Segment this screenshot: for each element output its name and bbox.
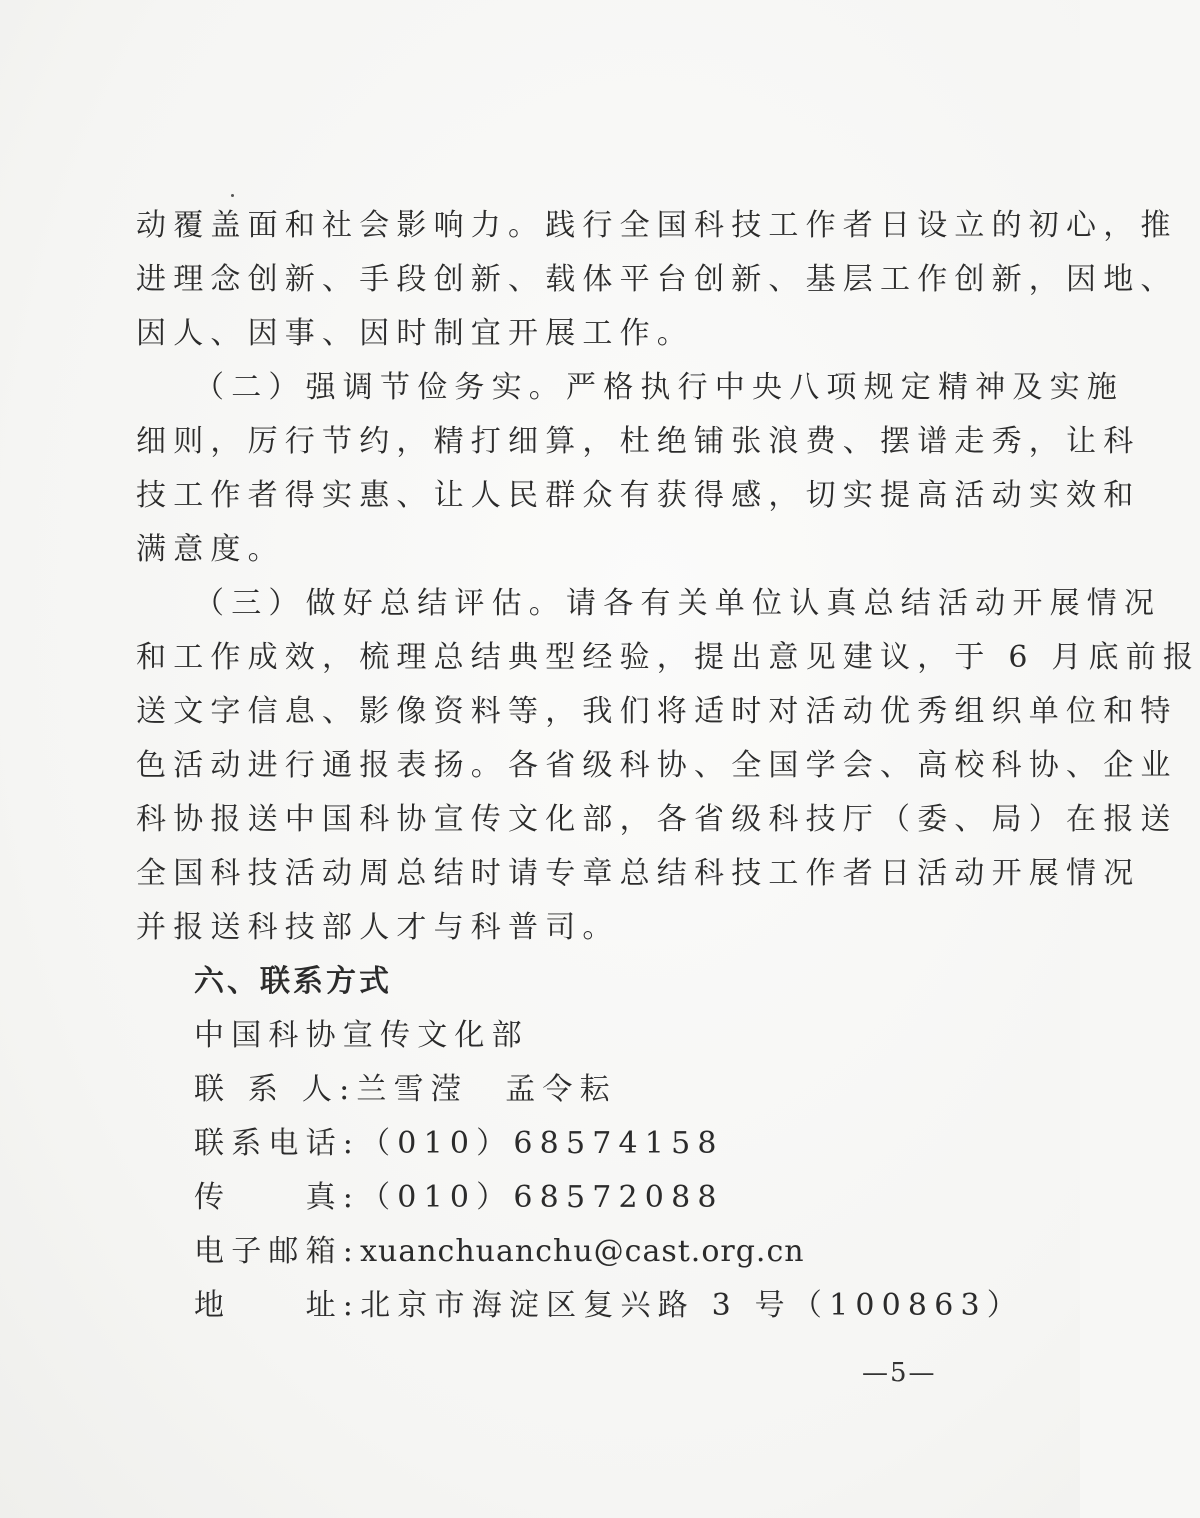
section-heading: 六、联系方式	[194, 964, 392, 999]
paragraph-line: 色活动进行通报表扬。各省级科协、全国学会、高校科协、企业	[136, 748, 1178, 783]
contact-email-label: 电子邮箱:	[194, 1234, 361, 1269]
contact-fax-row	[194, 1178, 724, 1218]
contact-org: 中国科协宣传文化部	[194, 1018, 529, 1053]
page-number: —5—	[862, 1358, 937, 1388]
contact-email-value: xuanchuanchu@cast.org.cn	[360, 1234, 805, 1269]
paragraph-line: 进理念创新、手段创新、载体平台创新、基层工作创新，因地、	[136, 262, 1178, 297]
paragraph-line: 并报送科技部人才与科普司。	[136, 910, 620, 945]
contact-address-label: 地 址:	[194, 1288, 361, 1323]
contact-address-value: 北京市海淀区复兴路 3 号（100863）	[360, 1288, 1024, 1323]
paragraph-line: 和工作成效，梳理总结典型经验，提出意见建议，于 6 月底前报	[136, 640, 1200, 675]
paragraph-line: 细则，厉行节约，精打细算，杜绝铺张浪费、摆谱走秀，让科	[136, 424, 1141, 459]
contact-person-row	[194, 1070, 617, 1110]
paragraph-line: （二）强调节俭务实。严格执行中央八项规定精神及实施	[194, 370, 1124, 405]
paragraph-line: 满意度。	[136, 532, 285, 567]
paragraph-line: 动覆盖面和社会影响力。践行全国科技工作者日设立的初心，推	[136, 208, 1178, 243]
contact-phone-row	[194, 1124, 724, 1164]
paragraph-line: 送文字信息、影像资料等，我们将适时对活动优秀组织单位和特	[136, 694, 1178, 729]
contact-phone-label: 联系电话:	[194, 1126, 361, 1161]
paragraph-line: 技工作者得实惠、让人民群众有获得感，切实提高活动实效和	[136, 478, 1141, 513]
contact-fax-label: 传 真:	[194, 1180, 361, 1215]
contact-person-value: 兰雪滢 孟令耘	[356, 1072, 617, 1107]
paragraph-line: 因人、因事、因时制宜开展工作。	[136, 316, 694, 351]
paragraph-line: 科协报送中国科协宣传文化部，各省级科技厅（委、局）在报送	[136, 802, 1178, 837]
contact-person-label: 联 系 人:	[194, 1072, 357, 1107]
contact-address-row	[194, 1286, 1024, 1326]
scan-speck	[231, 194, 234, 197]
contact-phone-value: （010）68574158	[360, 1126, 724, 1161]
paragraph-line: （三）做好总结评估。请各有关单位认真总结活动开展情况	[194, 586, 1162, 621]
contact-email-row	[194, 1232, 805, 1272]
contact-fax-value: （010）68572088	[360, 1180, 724, 1215]
paragraph-line: 全国科技活动周总结时请专章总结科技工作者日活动开展情况	[136, 856, 1141, 891]
